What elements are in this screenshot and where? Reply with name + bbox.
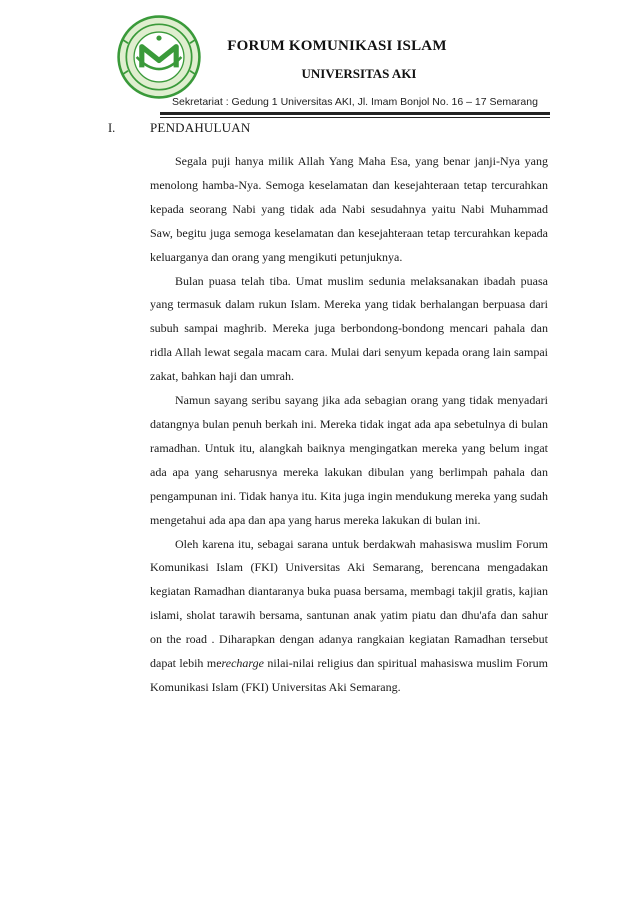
paragraph-4-text-a: Oleh karena itu, sebagai sarana untuk berdakwah mahasiswa muslim Forum Komunikasi Islam (FKI) Universitas Aki Semarang, berencana mengadakan kegiatan Ramadhan diantaranya buka puasa bersama, membagi takjil gratis, kajian islami, sholat tarawih bersama, santunan anak yatim piatu dan dhu'afa dan sahur on the road . Diharapkan dengan adanya rangkaian kegiatan Ramadhan tersebut dapat lebih me	[150, 536, 548, 671]
header-rule-thin	[160, 117, 550, 118]
secretariat-address: Sekretariat : Gedung 1 Universitas AKI, Jl. Imam Bonjol No. 16 – 17 Semarang	[172, 96, 538, 108]
paragraph-4-text-b: nilai-nilai religius dan spiritual mahasiswa muslim Forum Komunikasi Islam (FKI) Universitas Aki Semarang.	[150, 656, 549, 694]
header-rule-thick	[160, 112, 550, 115]
section-number: I.	[108, 121, 116, 135]
org-name-heading: FORUM KOMUNIKASI ISLAM	[227, 38, 447, 54]
paragraph-3: Namun sayang seribu sayang jika ada sebagian orang yang tidak menyadari datangnya bulan penuh berkah ini. Mereka tidak ingat ada apa sebetulnya di bulan ramadhan. Untuk itu, alangkah baiknya mengingatkan mereka yang belum ingat ada apa yang seharusnya mereka lakukan dibulan yang berlimpah pahala dan pengampunan ini. Tidak hanya itu. Kita juga ingin mendukung mereka yang sudah mengetahui ada apa dan apa yang harus mereka lakukan di bulan ini.	[150, 393, 548, 527]
section-body	[150, 150, 548, 700]
paragraph-4-italic-word: recharge	[221, 656, 264, 671]
section-title: PENDAHULUAN	[150, 120, 251, 135]
university-heading: UNIVERSITAS AKI	[301, 66, 417, 81]
fki-logo-icon	[116, 14, 202, 100]
paragraph-1: Segala puji hanya milik Allah Yang Maha Esa, yang benar janji-Nya yang menolong hamba-Nya. Semoga keselamatan dan kesejahteraan tetap tercurahkan kepada seorang Nabi yang tidak ada Nabi sesudahnya yaitu Nabi Muhammad Saw, begitu juga semoga keselamatan dan kesejahteraan tetap tercurahkan kepada keluarganya dan orang yang mengikuti petunjuknya.	[150, 154, 548, 264]
paragraph-2: Bulan puasa telah tiba. Umat muslim sedunia melaksanakan ibadah puasa yang termasuk dalam rukun Islam. Mereka yang tidak berhalangan berpuasa dari subuh sampai maghrib. Mereka juga berbondong-bondong mencari pahala dan ridla Allah lewat segala macam cara. Mulai dari senyum kepada orang lain sampai zakat, bahkan haji dan umrah.	[150, 273, 548, 384]
paragraph-4	[150, 533, 548, 700]
